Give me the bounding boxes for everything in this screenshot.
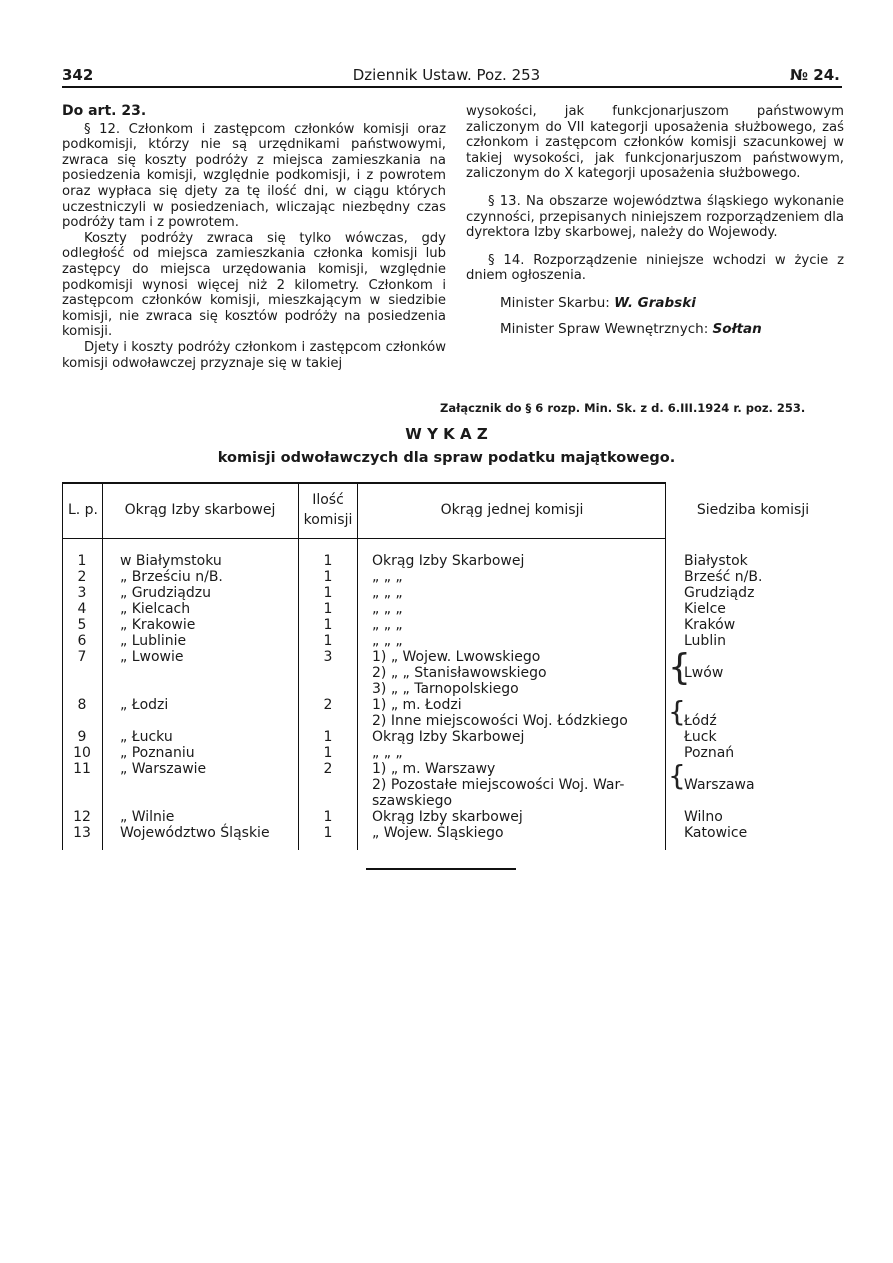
row-okreg-komisji: 1) „ Wojew. Lwowskiego [372,649,541,665]
row-lp: 3 [77,585,87,601]
row-lp: 7 [77,649,87,665]
row-okreg-komisji: 2) „ „ Stanisławowskiego [372,665,547,681]
row-okreg-izby: „ Lwowie [120,649,184,665]
row-siedziba: Łuck [684,729,717,745]
row-siedziba: Łódź [684,713,717,729]
row-lp: 1 [77,553,87,569]
row-okreg-komisji: szawskiego [372,793,453,809]
row-okreg-izby: „ Lublinie [120,633,187,649]
row-okreg-izby: „ Łodzi [120,697,169,713]
row-ilosc: 1 [323,569,333,585]
row-ilosc: 1 [323,825,333,841]
row-okreg-komisji: „ Wojew. Śląskiego [372,825,504,841]
row-okreg-izby: „ Krakowie [120,617,196,633]
header-okreg-komisji: Okrąg jednej komisji [440,502,584,518]
closing-rule [366,868,516,870]
row-okreg-izby: „ Brześciu n/B. [120,569,223,585]
row-lp: 2 [77,569,87,585]
row-okreg-komisji: 1) „ m. Łodzi [372,697,462,713]
row-ilosc: 1 [323,745,333,761]
row-okreg-komisji: Okrąg Izby skarbowej [372,809,523,825]
row-okreg-izby: „ Łucku [120,729,173,745]
row-ilosc: 1 [323,633,333,649]
row-lp: 10 [73,745,91,761]
row-okreg-izby: „ Grudziądzu [120,585,211,601]
row-ilosc: 1 [323,729,333,745]
row-okreg-komisji: 1) „ m. Warszawy [372,761,496,777]
row-okreg-komisji: Okrąg Izby Skarbowej [372,729,525,745]
row-lp: 6 [77,633,87,649]
signature-name: Sołtan [712,320,762,337]
row-ilosc: 1 [323,585,333,601]
row-lp: 8 [77,697,87,713]
row-okreg-komisji: 3) „ „ Tarnopolskiego [372,681,519,697]
signature-role: Minister Spraw Wewnętrznych: [500,320,709,337]
row-lp: 13 [73,825,91,841]
row-okreg-izby: Województwo Śląskie [120,825,270,841]
brace-lodz: { [668,695,686,728]
row-okreg-izby: „ Kielcach [120,601,191,617]
row-okreg-komisji: „ „ „ [372,617,403,633]
row-siedziba: Katowice [684,825,748,841]
row-okreg-izby: w Białymstoku [120,553,222,569]
row-siedziba: Lublin [684,633,726,649]
row-okreg-komisji: 2) Pozostałe miejscowości Woj. War- [372,777,625,793]
row-okreg-komisji: „ „ „ [372,745,403,761]
paragraph-continuation: wysokości, jak funkcjonarjuszom państwowym zaliczonym do VII kategorji uposażenia służbowego, zaś członkom i zastępcom członków komisji szacunkowej w takiej wysokości, jak funkcjonarjuszom państwowym, zaliczonym do X kategorji uposażenia służbowego. [466,104,844,182]
article-heading: Do art. 23. [62,103,147,119]
row-ilosc: 3 [323,649,333,665]
signature-role: Minister Skarbu: [500,294,610,311]
row-okreg-izby: „ Poznaniu [120,745,195,761]
paragraph-djety: Djety i koszty podróży członkom i zastępcom członków komisji odwoławczej przyznaje się w takiej [62,339,446,371]
header-siedziba: Siedziba komisji [696,502,810,518]
row-okreg-komisji: „ „ „ [372,569,403,585]
row-siedziba: Grudziądz [684,585,755,601]
row-siedziba: Lwów [684,665,724,681]
annex-title: W Y K A Z [405,425,488,443]
row-siedziba: Kraków [684,617,736,633]
row-ilosc: 1 [323,809,333,825]
row-siedziba: Białystok [684,553,748,569]
journal-title: Dziennik Ustaw. Poz. 253 [352,66,541,84]
row-okreg-komisji: „ „ „ [372,585,403,601]
row-okreg-komisji: „ „ „ [372,633,403,649]
row-lp: 5 [77,617,87,633]
annex-reference: Załącznik do § 6 rozp. Min. Sk. z d. 6.III.1924 r. poz. 253. [440,401,806,415]
row-ilosc: 2 [323,697,333,713]
paragraph-13: § 13. Na obszarze województwa śląskiego wykonanie czynności, przepisanych niniejszem rozporządzeniem dla dyrektora Izby skarbowej, należy do Wojewody. [466,193,844,241]
paragraph-14: § 14. Rozporządzenie niniejsze wchodzi w życie z dniem ogłoszenia. [466,252,844,284]
row-siedziba: Kielce [684,601,726,617]
row-lp: 11 [73,761,91,777]
page-number: 342 [62,66,94,84]
brace-warszawa: { [668,759,686,792]
row-okreg-komisji: „ „ „ [372,601,403,617]
row-ilosc: 1 [323,617,333,633]
row-lp: 12 [73,809,91,825]
signature-name: W. Grabski [614,294,696,311]
row-ilosc: 1 [323,553,333,569]
row-ilosc: 1 [323,601,333,617]
row-ilosc: 2 [323,761,333,777]
annex-subtitle: komisji odwoławczych dla spraw podatku majątkowego. [217,450,676,466]
header-ilosc: Ilość komisji [303,492,353,528]
paragraph-12: § 12. Członkom i zastępcom członków komisji oraz podkomisji, którzy nie są urzędnikami państwowymi, zwraca się koszty podróży z miejsca zamieszkania na posiedzenia komisji, względnie podkomisji, i z powrotem oraz wypłaca się djety za tę ilość dni, w ciągu których uczestniczyli w posiedzeniach, wliczając niezbędny czas podróży tam i z powrotem. [62,121,446,231]
brace-lwow: { [668,647,691,688]
row-siedziba: Brześć n/B. [684,569,763,585]
header-lp: L. p. [67,502,99,518]
row-siedziba: Poznań [684,745,735,761]
row-lp: 4 [77,601,87,617]
issue-number: № 24. [790,66,840,84]
row-okreg-izby: „ Wilnie [120,809,175,825]
paragraph-costs: Koszty podróży zwraca się tylko wówczas, gdy odległość od miejsca zamieszkania członka komisji lub zastępcy do miejsca urzędowania komisji, względnie podkomisji wynosi więcej niż 2 kilometry. Członkom i zastępcom członków komisji, mieszkającym w siedzibie komisji, nie zwraca się kosztów podróży na posiedzenia komisji. [62,230,446,340]
row-okreg-izby: „ Warszawie [120,761,207,777]
row-siedziba: Wilno [684,809,723,825]
row-okreg-komisji: Okrąg Izby Skarbowej [372,553,525,569]
row-okreg-komisji: 2) Inne miejscowości Woj. Łódzkiego [372,713,628,729]
row-lp: 9 [77,729,87,745]
row-siedziba: Warszawa [684,777,755,793]
header-okreg-izby: Okrąg Izby skarbowej [124,502,276,518]
